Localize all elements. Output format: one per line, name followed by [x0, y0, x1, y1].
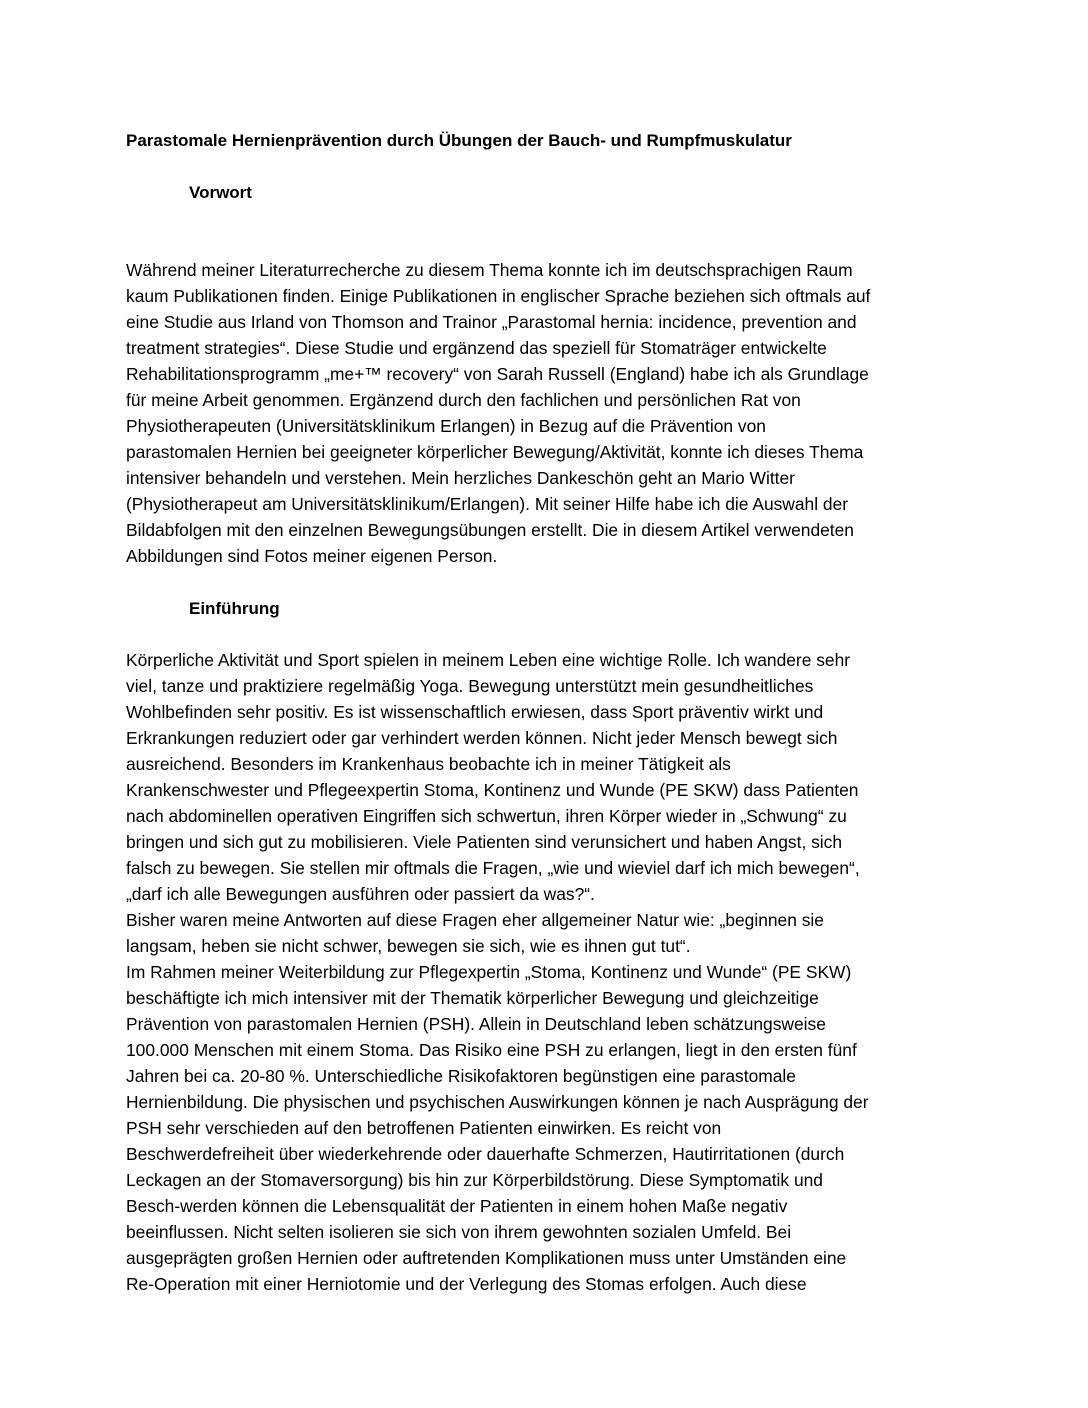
- text-line: falsch zu bewegen. Sie stellen mir oftmals die Fragen, „wie und wieviel darf ich mich bewegen“,: [126, 858, 860, 878]
- section-heading-einfuehrung: Einführung: [189, 599, 280, 618]
- document-title: Parastomale Hernienprävention durch Übungen der Bauch- und Rumpfmuskulatur: [126, 131, 792, 150]
- text-line: 100.000 Menschen mit einem Stoma. Das Risiko eine PSH zu erlangen, liegt in den ersten fünf: [126, 1040, 857, 1060]
- text-line: nach abdominellen operativen Eingriffen sich schwertun, ihren Körper wieder in „Schwung“ zu: [126, 806, 847, 826]
- text-line: Besch-werden können die Lebensqualität der Patienten in einem hohen Maße negativ: [126, 1196, 788, 1216]
- text-line: PSH sehr verschieden auf den betroffenen Patienten einwirken. Es reicht von: [126, 1118, 722, 1138]
- text-line: beeinflussen. Nicht selten isolieren sie sich von ihrem gewohnten sozialen Umfeld. Bei: [126, 1222, 792, 1242]
- text-line: Re-Operation mit einer Herniotomie und der Verlegung des Stomas erfolgen. Auch diese: [126, 1274, 807, 1294]
- text-line: treatment strategies“. Diese Studie und ergänzend das speziell für Stomaträger entwickelte: [126, 338, 827, 358]
- text-line: Erkrankungen reduziert oder gar verhindert werden können. Nicht jeder Mensch bewegt sich: [126, 728, 838, 748]
- text-line: kaum Publikationen finden. Einige Publikationen in englischer Sprache beziehen sich oftmals auf: [126, 286, 871, 306]
- text-line: langsam, heben sie nicht schwer, bewegen sie sich, wie es ihnen gut tut“.: [126, 936, 691, 956]
- text-line: „darf ich alle Bewegungen ausführen oder passiert da was?“.: [126, 884, 595, 904]
- section-heading-vorwort: Vorwort: [189, 183, 252, 202]
- text-line: Rehabilitationsprogramm „me+™ recovery“ von Sarah Russell (England) habe ich als Grundlage: [126, 364, 869, 384]
- text-line: Körperliche Aktivität und Sport spielen in meinem Leben eine wichtige Rolle. Ich wandere sehr: [126, 650, 851, 670]
- text-line: Hernienbildung. Die physischen und psychischen Auswirkungen können je nach Ausprägung der: [126, 1092, 869, 1112]
- text-line: für meine Arbeit genommen. Ergänzend durch den fachlichen und persönlichen Rat von: [126, 390, 801, 410]
- text-line: Krankenschwester und Pflegeexpertin Stoma, Kontinenz und Wunde (PE SKW) dass Patienten: [126, 780, 859, 800]
- text-line: Prävention von parastomalen Hernien (PSH). Allein in Deutschland leben schätzungsweise: [126, 1014, 826, 1034]
- text-line: eine Studie aus Irland von Thomson and Trainor „Parastomal hernia: incidence, prevention and: [126, 312, 857, 332]
- paragraph-vorwort: [126, 257, 966, 569]
- text-line: Physiotherapeuten (Universitätsklinikum Erlangen) in Bezug auf die Prävention von: [126, 416, 766, 436]
- text-line: Jahren bei ca. 20-80 %. Unterschiedliche Risikofaktoren begünstigen eine parastomale: [126, 1066, 796, 1086]
- text-line: bringen und sich gut zu mobilisieren. Viele Patienten sind verunsichert und haben Angst, sich: [126, 832, 843, 852]
- text-line: Bisher waren meine Antworten auf diese Fragen eher allgemeiner Natur wie: „beginnen sie: [126, 910, 824, 930]
- text-line: ausreichend. Besonders im Krankenhaus beobachte ich in meiner Tätigkeit als: [126, 754, 731, 774]
- text-line: Beschwerdefreiheit über wiederkehrende oder dauerhafte Schmerzen, Hautirritationen (durch: [126, 1144, 845, 1164]
- text-line: ausgeprägten großen Hernien oder auftretenden Komplikationen muss unter Umständen eine: [126, 1248, 847, 1268]
- text-line: Während meiner Literaturrecherche zu diesem Thema konnte ich im deutschsprachigen Raum: [126, 260, 853, 280]
- text-line: Abbildungen sind Fotos meiner eigenen Person.: [126, 546, 498, 566]
- text-line: intensiver behandeln und verstehen. Mein herzliches Dankeschön geht an Mario Witter: [126, 468, 795, 488]
- text-line: Leckagen an der Stomaversorgung) bis hin zur Körperbildstörung. Diese Symptomatik und: [126, 1170, 823, 1190]
- text-line: viel, tanze und praktiziere regelmäßig Yoga. Bewegung unterstützt mein gesundheitliches: [126, 676, 814, 696]
- text-line: Im Rahmen meiner Weiterbildung zur Pflegexpertin „Stoma, Kontinenz und Wunde“ (PE SKW): [126, 962, 852, 982]
- text-line: Bildabfolgen mit den einzelnen Bewegungsübungen erstellt. Die in diesem Artikel verwendeten: [126, 520, 854, 540]
- text-line: parastomalen Hernien bei geeigneter körperlicher Bewegung/Aktivität, konnte ich dieses Thema: [126, 442, 864, 462]
- text-line: (Physiotherapeut am Universitätsklinikum/Erlangen). Mit seiner Hilfe habe ich die Auswahl der: [126, 494, 849, 514]
- paragraph-einfuehrung: [126, 647, 966, 1297]
- text-line: beschäftigte ich mich intensiver mit der Thematik körperlicher Bewegung und gleichzeitige: [126, 988, 819, 1008]
- text-line: Wohlbefinden sehr positiv. Es ist wissenschaftlich erwiesen, dass Sport präventiv wirkt und: [126, 702, 824, 722]
